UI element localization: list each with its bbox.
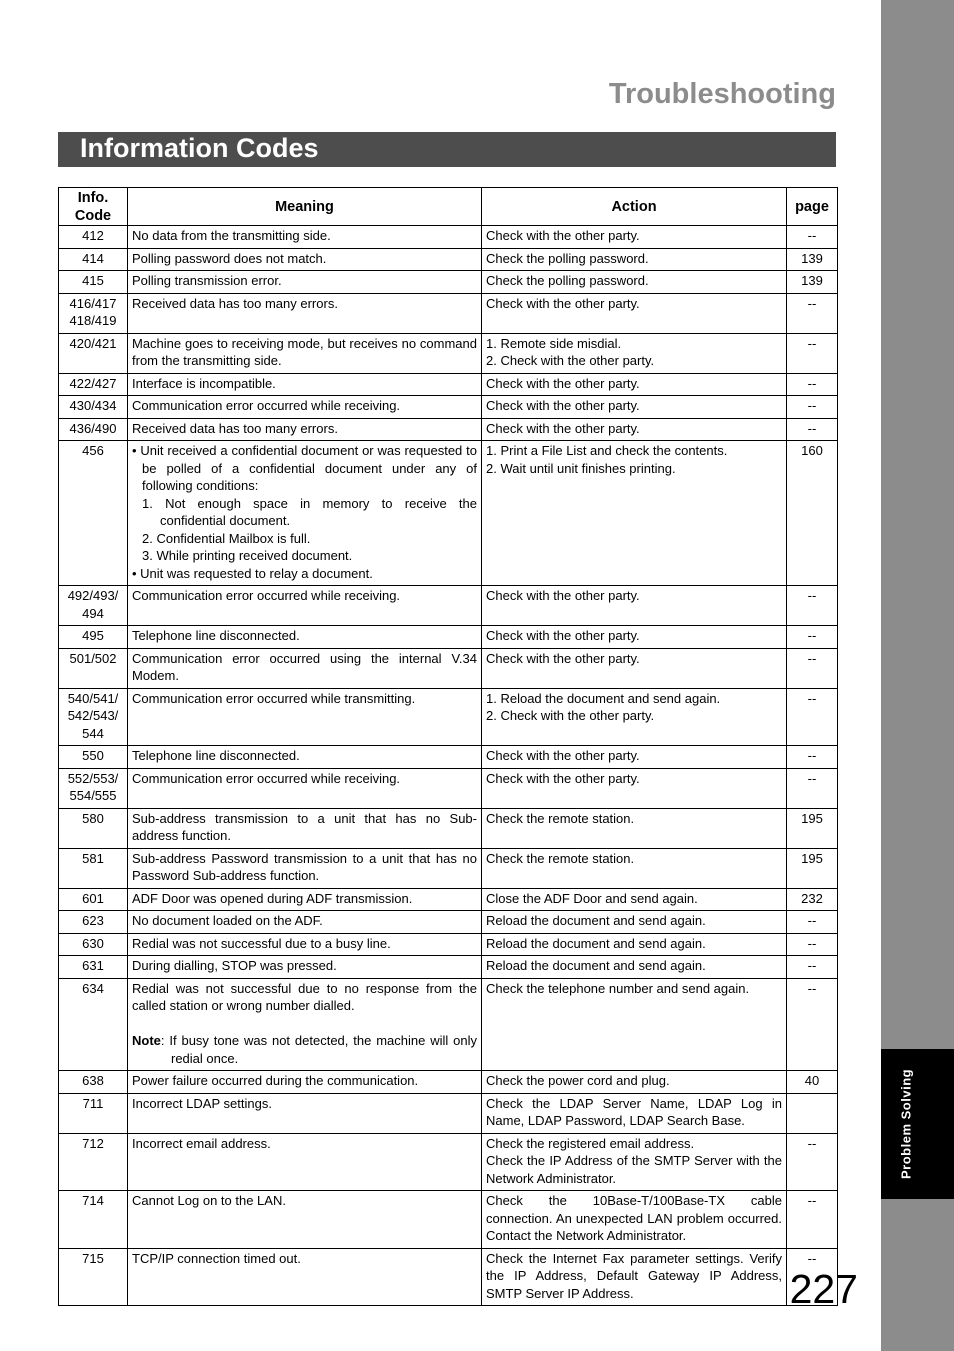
info-code: 601	[82, 890, 104, 906]
table-row	[59, 586, 838, 626]
page-ref: 139	[787, 248, 838, 271]
header-code-line: Code	[74, 207, 112, 224]
action-text: Check with the other party.	[486, 398, 640, 413]
section-title: Information Codes	[80, 133, 319, 163]
info-code: 550	[82, 748, 104, 763]
chapter-title: Troubleshooting	[608, 78, 836, 110]
info-code-cell	[59, 418, 128, 441]
meaning-text: Interface is incompatible.	[132, 375, 276, 391]
numbered-item: 2. Confidential Mailbox is full.	[142, 530, 311, 546]
info-code-cell	[59, 226, 128, 249]
table-row	[59, 933, 838, 956]
action-text: 2. Check with the other party.	[486, 708, 655, 723]
info-code: 542/543/	[67, 708, 119, 723]
page-ref: --	[787, 293, 838, 333]
table-row	[59, 956, 838, 979]
table-row	[59, 418, 838, 441]
info-code-cell	[59, 911, 128, 934]
table-row	[59, 1133, 838, 1191]
table-header-row	[59, 188, 838, 226]
action-text: 2. Wait until unit finishes printing.	[486, 460, 676, 476]
action-cell	[482, 586, 787, 626]
table-row	[59, 373, 838, 396]
page-ref: --	[787, 396, 838, 419]
bullet-item: • Unit was requested to relay a document.	[132, 565, 373, 581]
action-cell	[482, 956, 787, 979]
page-ref: --	[787, 1248, 838, 1306]
meaning-cell	[128, 271, 482, 294]
table-row	[59, 1071, 838, 1094]
action-text: Check the remote station.	[486, 810, 635, 826]
table-row	[59, 293, 838, 333]
meaning-cell	[128, 226, 482, 249]
meaning-cell	[128, 373, 482, 396]
info-code: 634	[82, 980, 104, 996]
info-code: 631	[82, 958, 104, 973]
action-text: Check with the other party.	[486, 228, 640, 243]
header-page: page	[787, 188, 838, 226]
action-text: Reload the document and send again.	[486, 958, 706, 973]
info-code: 414	[82, 250, 104, 266]
action-cell	[482, 271, 787, 294]
page-ref: --	[787, 418, 838, 441]
paragraph-gap	[132, 1015, 477, 1033]
info-code-cell	[59, 271, 128, 294]
info-code-cell	[59, 441, 128, 586]
info-code-cell	[59, 1093, 128, 1133]
table-row	[59, 271, 838, 294]
table-row	[59, 746, 838, 769]
info-code-cell	[59, 1071, 128, 1094]
action-text: Reload the document and send again.	[486, 913, 706, 928]
meaning-cell	[128, 978, 482, 1071]
info-code: 623	[82, 913, 104, 928]
table-row	[59, 226, 838, 249]
info-code: 552/553/	[67, 770, 119, 786]
bullet-item: • Unit received a confidential document or was requested to be polled of a confidential document under any of following conditions:	[132, 443, 477, 493]
action-text: Check the polling password.	[486, 250, 649, 266]
meaning-text: Polling password does not match.	[132, 250, 327, 266]
info-code: 544	[82, 725, 104, 741]
page-ref: --	[787, 956, 838, 979]
meaning-cell	[128, 688, 482, 746]
meaning-text: Sub-address transmission to a unit that has no Sub-address function.	[132, 810, 477, 843]
action-text: Check the LDAP Server Name, LDAP Log in Name, LDAP Password, LDAP Search Base.	[486, 1095, 782, 1128]
meaning-cell	[128, 396, 482, 419]
table-row	[59, 396, 838, 419]
action-text: Check with the other party.	[486, 650, 640, 666]
meaning-text: During dialling, STOP was pressed.	[132, 958, 337, 973]
action-cell	[482, 746, 787, 769]
info-code: 418/419	[69, 313, 117, 328]
action-text: Close the ADF Door and send again.	[486, 890, 698, 906]
table-row	[59, 648, 838, 688]
meaning-text: Redial was not successful due to a busy line.	[132, 935, 391, 951]
info-code-cell	[59, 688, 128, 746]
numbered-item: 3. While printing received document.	[142, 548, 353, 563]
action-text: Check with the other party.	[486, 295, 640, 311]
info-code-cell	[59, 586, 128, 626]
note-body: : If busy tone was not detected, the machine will only redial once.	[160, 1033, 477, 1066]
action-cell	[482, 848, 787, 888]
action-cell	[482, 226, 787, 249]
info-code-cell	[59, 248, 128, 271]
meaning-text: No document loaded on the ADF.	[132, 913, 323, 928]
action-cell	[482, 648, 787, 688]
meaning-cell	[128, 956, 482, 979]
page-ref	[787, 1093, 838, 1133]
meaning-cell	[128, 626, 482, 649]
page-ref: 195	[787, 848, 838, 888]
meaning-text: Incorrect LDAP settings.	[132, 1095, 272, 1111]
action-cell	[482, 396, 787, 419]
table-row	[59, 441, 838, 586]
table-row	[59, 1248, 838, 1306]
info-code-cell	[59, 1248, 128, 1306]
action-text: Check the registered email address.	[486, 1135, 695, 1151]
info-code: 714	[82, 1193, 104, 1208]
meaning-cell	[128, 648, 482, 688]
info-code-cell	[59, 978, 128, 1071]
action-cell	[482, 888, 787, 911]
action-text: Check the IP Address of the SMTP Server with the Network Administrator.	[486, 1153, 782, 1186]
table-row	[59, 848, 838, 888]
action-cell	[482, 911, 787, 934]
info-code: 581	[82, 850, 104, 866]
meaning-text: Communication error occurred while receiving.	[132, 588, 401, 603]
meaning-text: Machine goes to receiving mode, but receives no command from the transmitting side.	[132, 335, 477, 368]
action-text: Check the polling password.	[486, 273, 649, 288]
action-cell	[482, 768, 787, 808]
page-ref: --	[787, 1133, 838, 1191]
action-text: Reload the document and send again.	[486, 935, 706, 951]
action-cell	[482, 1133, 787, 1191]
meaning-cell	[128, 293, 482, 333]
meaning-text: Communication error occurred while receiving.	[132, 398, 401, 413]
action-cell	[482, 1248, 787, 1306]
meaning-text: Communication error occurred using the internal V.34 Modem.	[132, 650, 477, 683]
meaning-cell	[128, 1071, 482, 1094]
action-cell	[482, 808, 787, 848]
page-ref: 232	[787, 888, 838, 911]
table-row	[59, 688, 838, 746]
info-code: 415	[82, 273, 104, 288]
info-code-cell	[59, 808, 128, 848]
meaning-cell	[128, 848, 482, 888]
meaning-text: Polling transmission error.	[132, 273, 282, 288]
table-row	[59, 911, 838, 934]
action-text: Check with the other party.	[486, 770, 640, 786]
info-code-cell	[59, 1133, 128, 1191]
info-code-cell	[59, 396, 128, 419]
page-ref: --	[787, 688, 838, 746]
table-row	[59, 808, 838, 848]
action-cell	[482, 626, 787, 649]
info-code-cell	[59, 848, 128, 888]
page-ref: --	[787, 933, 838, 956]
meaning-cell	[128, 333, 482, 373]
meaning-cell	[128, 1093, 482, 1133]
table-row	[59, 333, 838, 373]
action-cell	[482, 978, 787, 1071]
action-text: 1. Remote side misdial.	[486, 335, 622, 351]
meaning-cell	[128, 1248, 482, 1306]
meaning-text: Communication error occurred while transmitting.	[132, 690, 416, 706]
info-code: 456	[82, 443, 104, 458]
page-ref: --	[787, 586, 838, 626]
info-code-cell	[59, 933, 128, 956]
meaning-cell	[128, 808, 482, 848]
info-code: 492/493/	[67, 588, 119, 603]
info-code-cell	[59, 648, 128, 688]
meaning-cell	[128, 418, 482, 441]
action-cell	[482, 293, 787, 333]
info-code-cell	[59, 333, 128, 373]
meaning-text: Telephone line disconnected.	[132, 628, 300, 643]
info-code-cell	[59, 626, 128, 649]
action-text: Check with the other party.	[486, 420, 640, 436]
page-ref: 195	[787, 808, 838, 848]
action-text: Check the power cord and plug.	[486, 1073, 670, 1088]
action-text: 2. Check with the other party.	[486, 353, 655, 368]
page-ref: 40	[787, 1071, 838, 1094]
meaning-text: ADF Door was opened during ADF transmission.	[132, 890, 413, 906]
meaning-text: Power failure occurred during the communication.	[132, 1073, 419, 1088]
info-code-cell	[59, 373, 128, 396]
page-ref: --	[787, 648, 838, 688]
action-cell	[482, 1071, 787, 1094]
info-code-cell	[59, 746, 128, 769]
info-code: 580	[82, 810, 104, 826]
action-text: 1. Print a File List and check the contents.	[486, 443, 728, 458]
note-text	[132, 1032, 477, 1067]
meaning-cell	[128, 441, 482, 586]
action-cell	[482, 441, 787, 586]
header-code	[59, 188, 128, 226]
meaning-cell	[128, 746, 482, 769]
info-code: 422/427	[69, 375, 117, 391]
action-text: Check with the other party.	[486, 748, 640, 763]
info-code-cell	[59, 768, 128, 808]
meaning-cell	[128, 1133, 482, 1191]
action-text: 1. Reload the document and send again.	[486, 690, 721, 706]
action-cell	[482, 248, 787, 271]
meaning-text: Incorrect email address.	[132, 1135, 271, 1151]
page-ref: 139	[787, 271, 838, 294]
table-row	[59, 978, 838, 1071]
meaning-cell	[128, 768, 482, 808]
table-row	[59, 248, 838, 271]
numbered-item: 1. Not enough space in memory to receive the confidential document.	[142, 495, 477, 528]
info-code: 711	[82, 1095, 104, 1111]
page-ref: --	[787, 1191, 838, 1249]
meaning-text: Received data has too many errors.	[132, 295, 338, 311]
header-meaning: Meaning	[128, 188, 482, 226]
meaning-text: Redial was not successful due to no response from the called station or wrong number dialled.	[132, 980, 477, 1013]
table-row	[59, 1191, 838, 1249]
action-text: Check with the other party.	[486, 588, 640, 603]
info-code-cell	[59, 888, 128, 911]
header-code-line: Info.	[77, 189, 109, 206]
info-code: 554/555	[69, 788, 117, 803]
info-code: 638	[82, 1073, 104, 1088]
page-ref: --	[787, 911, 838, 934]
page-ref: 160	[787, 441, 838, 586]
table-body	[59, 226, 838, 1306]
info-code: 430/434	[69, 398, 117, 413]
page-ref: --	[787, 768, 838, 808]
info-code-cell	[59, 956, 128, 979]
page-ref: --	[787, 978, 838, 1071]
info-code-cell	[59, 1191, 128, 1249]
meaning-text: TCP/IP connection timed out.	[132, 1250, 301, 1266]
meaning-text: Cannot Log on to the LAN.	[132, 1193, 286, 1208]
action-text: Check the remote station.	[486, 850, 635, 866]
action-text: Check with the other party.	[486, 628, 640, 643]
page-ref: --	[787, 626, 838, 649]
info-code: 436/490	[69, 420, 117, 436]
action-cell	[482, 688, 787, 746]
table-row	[59, 1093, 838, 1133]
meaning-text: Telephone line disconnected.	[132, 748, 300, 763]
action-cell	[482, 418, 787, 441]
page-ref: --	[787, 373, 838, 396]
info-code: 495	[82, 628, 104, 643]
meaning-cell	[128, 933, 482, 956]
info-code: 630	[82, 935, 104, 951]
info-code: 416/417	[69, 295, 117, 311]
meaning-cell	[128, 911, 482, 934]
action-cell	[482, 373, 787, 396]
header-action: Action	[482, 188, 787, 226]
action-text: Check with the other party.	[486, 375, 640, 391]
page-ref: --	[787, 746, 838, 769]
meaning-cell	[128, 248, 482, 271]
page-number: 227	[789, 1266, 858, 1312]
action-cell	[482, 333, 787, 373]
note-label: Note	[132, 1033, 161, 1048]
information-codes-table	[58, 187, 838, 1306]
info-code: 715	[82, 1250, 104, 1266]
page-ref: --	[787, 333, 838, 373]
info-code: 420/421	[69, 335, 117, 351]
info-code: 494	[82, 605, 104, 621]
meaning-text: Received data has too many errors.	[132, 420, 338, 436]
page-ref: --	[787, 226, 838, 249]
action-text: Check the telephone number and send again.	[486, 980, 750, 996]
info-code: 412	[82, 228, 104, 243]
action-cell	[482, 1191, 787, 1249]
table-row	[59, 888, 838, 911]
action-text: Check the Internet Fax parameter settings. Verify the IP Address, Default Gateway IP Address, SMTP Server IP Address.	[486, 1250, 782, 1301]
meaning-text: Communication error occurred while receiving.	[132, 770, 401, 786]
table-row	[59, 768, 838, 808]
table-row	[59, 626, 838, 649]
action-text: Check the 10Base-T/100Base-TX cable connection. An unexpected LAN problem occurred. Contact the Network Administrator.	[486, 1193, 782, 1243]
info-code: 540/541/	[67, 690, 119, 706]
meaning-cell	[128, 586, 482, 626]
meaning-cell	[128, 1191, 482, 1249]
meaning-text: No data from the transmitting side.	[132, 228, 331, 243]
info-code-cell	[59, 293, 128, 333]
info-code: 712	[82, 1135, 104, 1151]
action-cell	[482, 1093, 787, 1133]
meaning-text: Sub-address Password transmission to a unit that has no Password Sub-address function.	[132, 850, 477, 883]
meaning-cell	[128, 888, 482, 911]
info-code: 501/502	[69, 650, 117, 666]
action-cell	[482, 933, 787, 956]
chapter-tab-label: Problem Solving	[898, 1068, 914, 1180]
